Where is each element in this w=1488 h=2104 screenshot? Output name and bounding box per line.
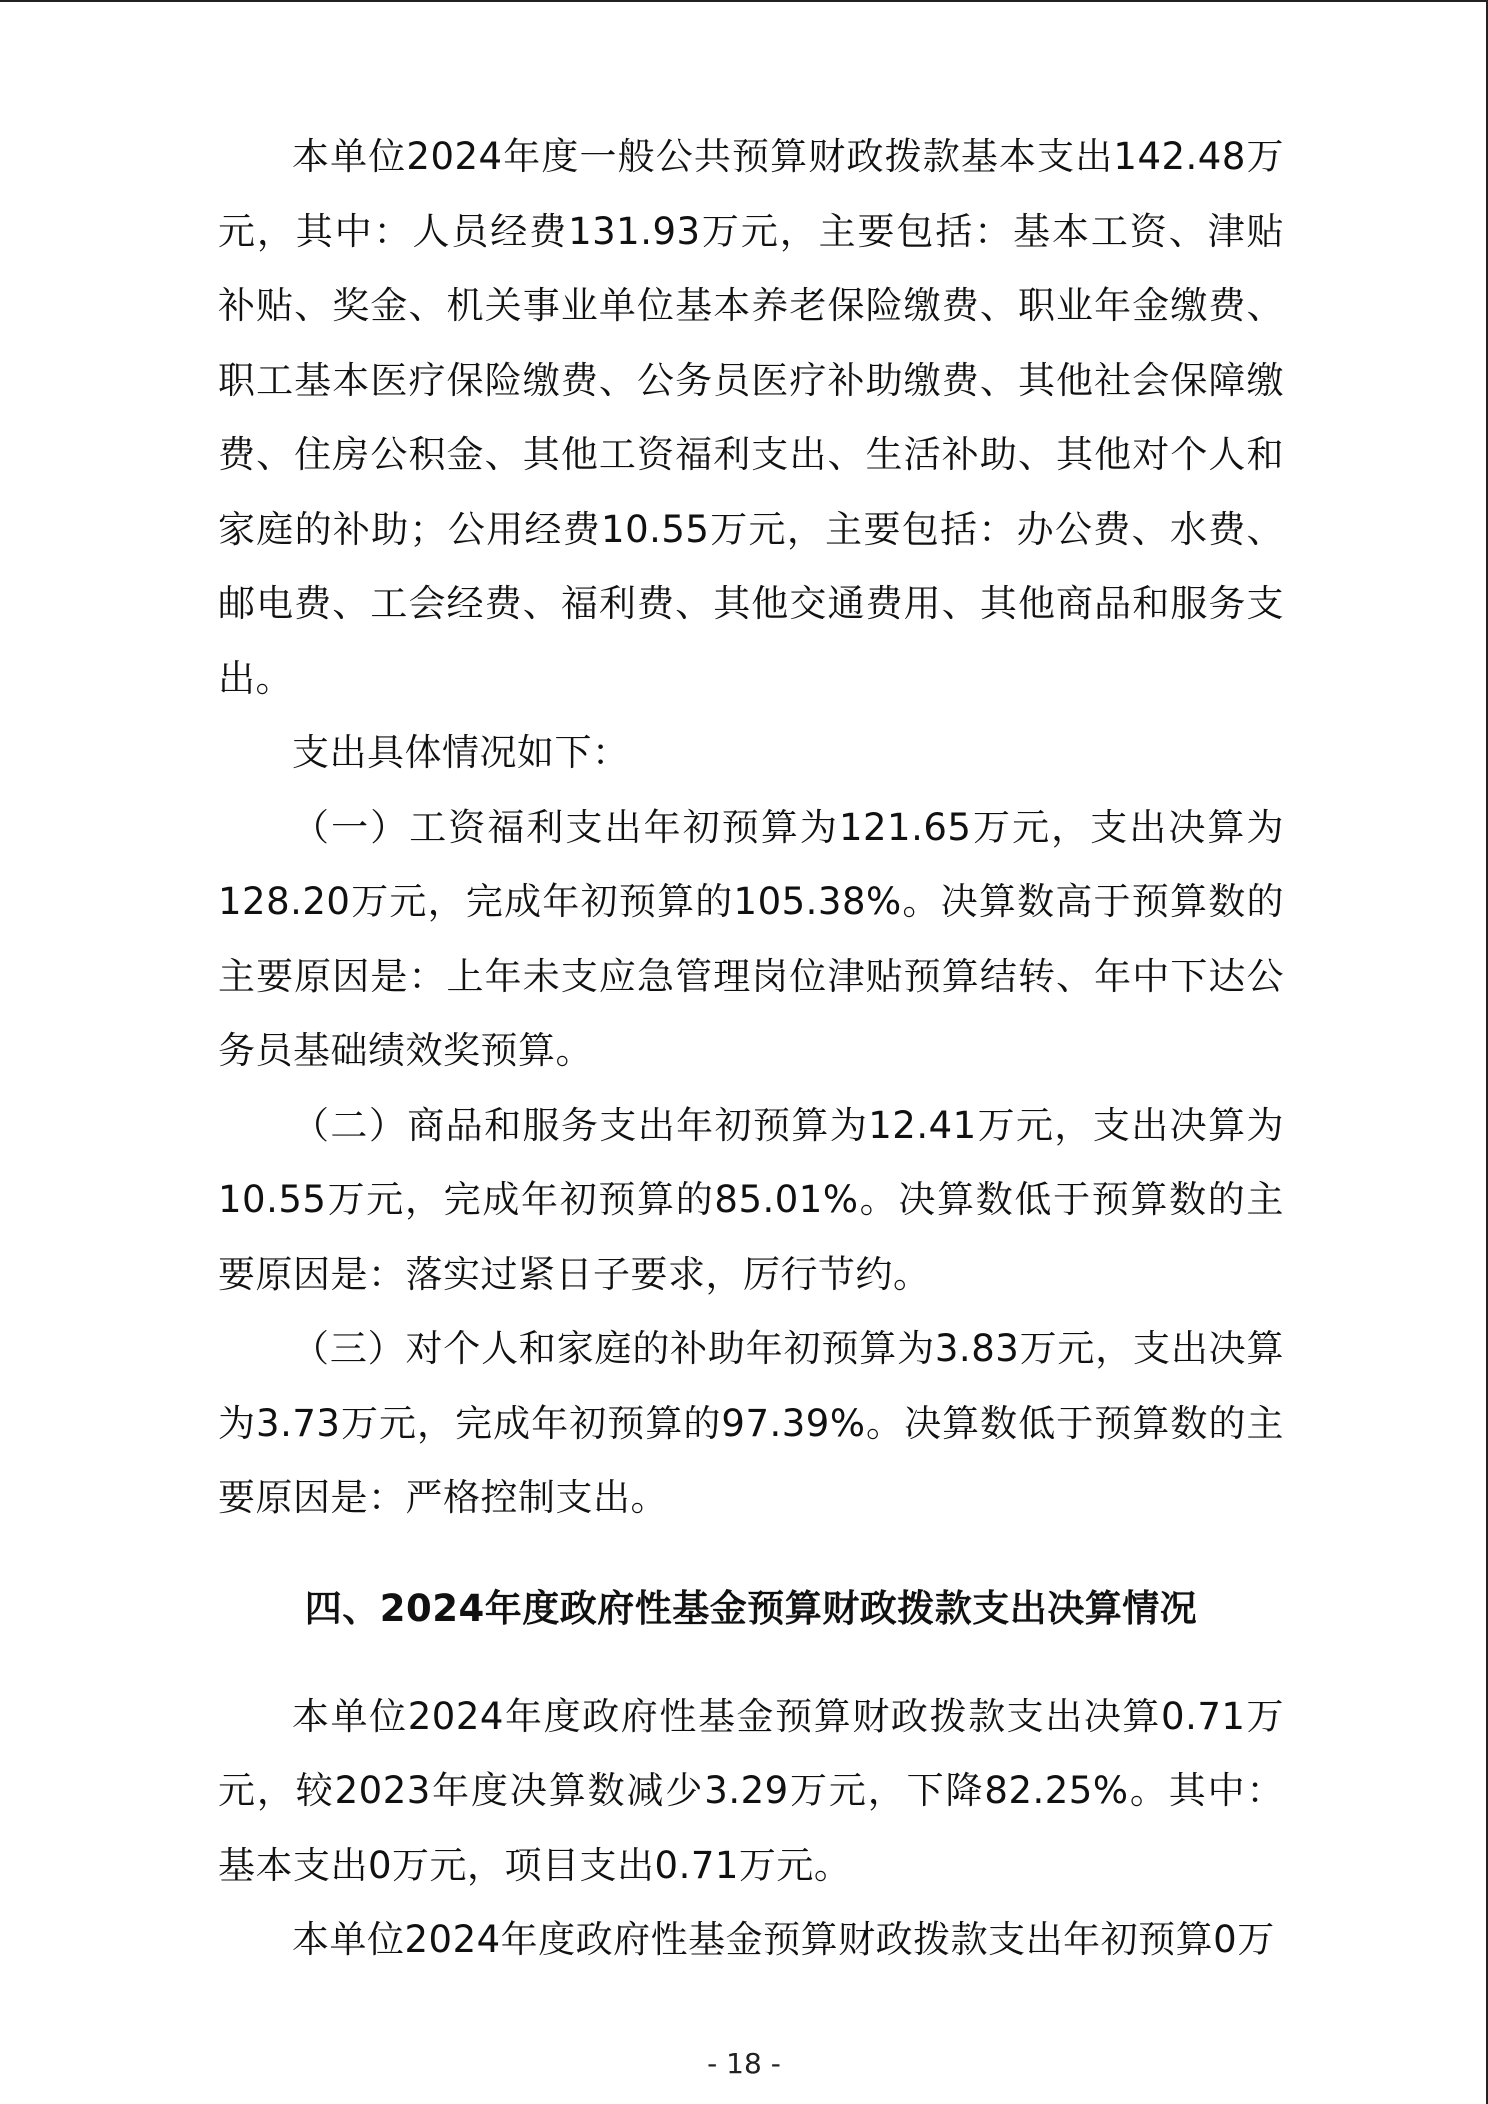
paragraph-gov-fund-expenditure: 本单位2024年度政府性基金预算财政拨款支出决算0.71万元，较2023年度决算数减少3.29万元，下降82.25%。其中：基本支出0万元，项目支出0.71万元。: [218, 1694, 1284, 1887]
section-heading: 四、2024年度政府性基金预算财政拨款支出决算情况: [304, 1586, 1198, 1630]
paragraph-expenditure-intro: 支出具体情况如下：: [292, 731, 630, 774]
page-number: - 18 -: [707, 2047, 781, 2080]
paragraph-personal-family-subsidy: （三）对个人和家庭的补助年初预算为3.83万元，支出决算为3.73万元，完成年初预算的97.39%。决算数低于预算数的主要原因是：严格控制支出。: [218, 1327, 1284, 1519]
paragraph-basic-expenditure: 本单位2024年度一般公共预算财政拨款基本支出142.48万元，其中：人员经费131.93万元，主要包括：基本工资、津贴补贴、奖金、机关事业单位基本养老保险缴费、职业年金缴费、职工基本医疗保险缴费、公务员医疗补助缴费、其他社会保障缴费、住房公积金、其他工资福利支出、生活补助、其他对个人和家庭的补助；公用经费10.55万元，主要包括：办公费、水费、邮电费、工会经费、福利费、其他交通费用、其他商品和服务支出。: [218, 135, 1284, 700]
paragraph-salary-welfare: （一）工资福利支出年初预算为121.65万元，支出决算为128.20万元，完成年初预算的105.38%。决算数高于预算数的主要原因是：上年未支应急管理岗位津贴预算结转、年中下达公务员基础绩效奖预算。: [218, 805, 1284, 1072]
paragraph-gov-fund-budget: 本单位2024年度政府性基金预算财政拨款支出年初预算0万: [292, 1918, 1275, 1961]
page-content: [218, 120, 1284, 1978]
paragraph-goods-services: （二）商品和服务支出年初预算为12.41万元，支出决算为10.55万元，完成年初预算的85.01%。决算数低于预算数的主要原因是：落实过紧日子要求，厉行节约。: [218, 1103, 1284, 1296]
